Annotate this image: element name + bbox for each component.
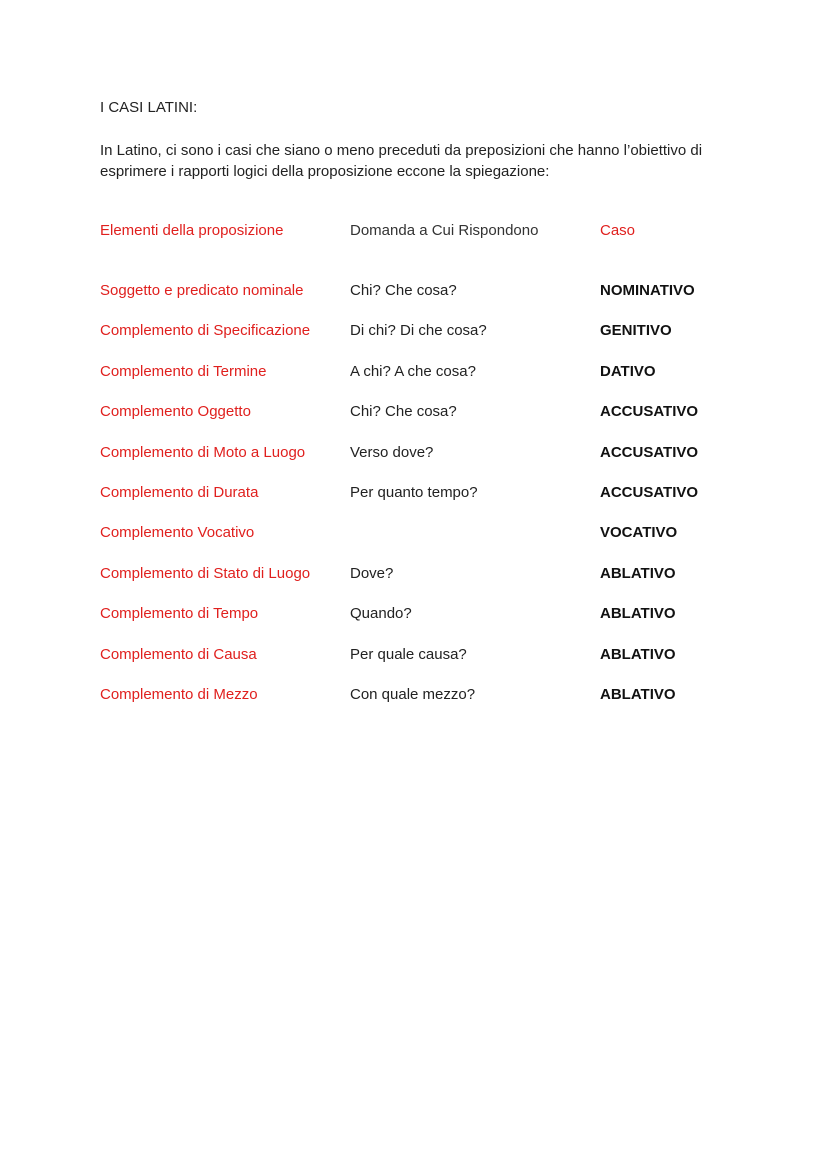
table-row [0,564,828,604]
row-question: Verso dove? [350,443,434,461]
table-row [0,604,828,644]
table-row [0,645,828,685]
row-element: Complemento di Tempo [100,605,259,623]
row-element: Complemento di Causa [100,645,257,663]
table-row [0,685,828,725]
row-element: Soggetto e predicato nominale [100,282,304,299]
row-question: Dove? [350,564,394,582]
row-question: A chi? A che cosa? [350,362,476,380]
row-case: ACCUSATIVO [600,483,699,501]
row-question: Chi? Che cosa? [350,282,457,299]
table-row [0,281,828,321]
row-case: ABLATIVO [600,564,676,582]
table-row [0,443,828,483]
cases-table [0,281,828,725]
row-case: VOCATIVO [600,524,678,542]
row-question: Per quanto tempo? [350,483,478,501]
row-element: Complemento di Durata [100,483,259,501]
row-question: Per quale causa? [350,645,467,663]
intro-paragraph: In Latino, ci sono i casi che siano o meno preceduti da preposizioni che hanno l’obiettivo di esprimere i rapporti logici della proposizione eccone la spiegazione: [100,142,703,180]
header-element: Elementi della proposizione [100,222,284,239]
row-case: ABLATIVO [600,645,676,663]
row-element: Complemento Vocativo [100,524,255,542]
table-row [0,523,828,563]
row-case: ABLATIVO [600,605,676,623]
row-element: Complemento di Specificazione [100,322,311,340]
row-element: Complemento di Termine [100,362,267,380]
table-row [0,362,828,402]
row-case: ACCUSATIVO [600,443,699,461]
table-header [0,221,828,241]
row-case: DATIVO [600,362,656,380]
row-case: ABLATIVO [600,685,676,703]
table-row [0,321,828,361]
header-case: Caso [600,222,636,239]
row-question: Di chi? Di che cosa? [350,322,487,340]
row-case: NOMINATIVO [600,282,695,299]
document-title: I CASI LATINI: [100,99,198,116]
row-question: Quando? [350,605,412,623]
row-element: Complemento di Moto a Luogo [100,443,306,461]
row-case: ACCUSATIVO [600,403,699,421]
row-element: Complemento di Mezzo [100,685,258,703]
table-row [0,483,828,523]
row-case: GENITIVO [600,322,672,340]
table-row [0,402,828,442]
row-element: Complemento Oggetto [100,403,251,421]
header-question: Domanda a Cui Rispondono [350,222,539,239]
row-question: Con quale mezzo? [350,685,476,703]
row-element: Complemento di Stato di Luogo [100,564,311,582]
row-question: Chi? Che cosa? [350,403,457,421]
